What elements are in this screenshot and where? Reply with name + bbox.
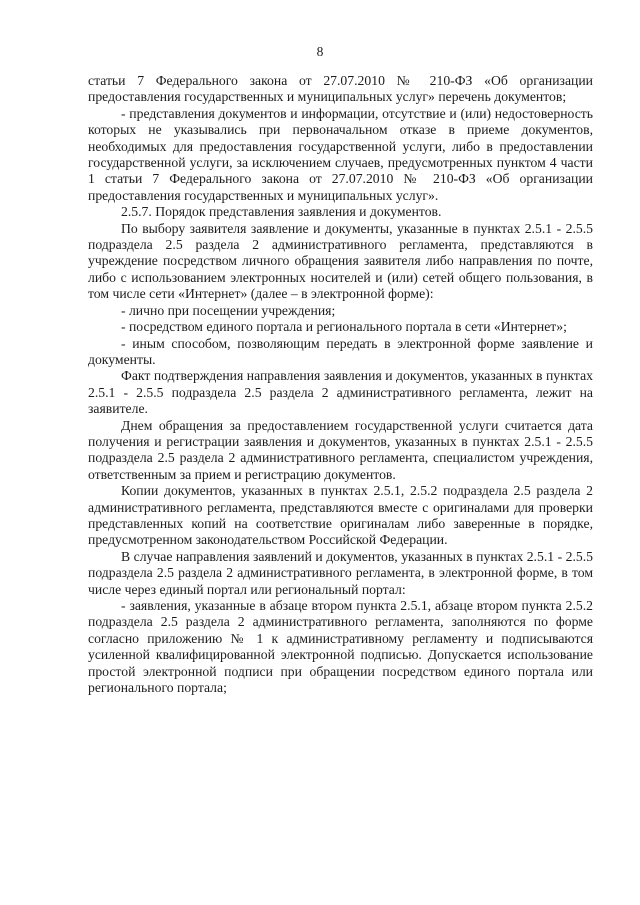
list-item: - иным способом, позволяющим передать в электронной форме заявление и документы. [88, 335, 593, 367]
paragraph: В случае направления заявлений и документов, указанных в пунктах 2.5.1 - 2.5.5 подраздела 2.5 раздела 2 административного регламента, в электронной форме, в том числе через единый портал или региональный портал: [88, 548, 593, 597]
paragraph: По выбору заявителя заявление и документы, указанные в пунктах 2.5.1 - 2.5.5 подраздела 2.5 раздела 2 административного регламента, представляются в учреждение посредством личного обращения заявителя либо направления по почте, либо с использованием электронных носителей и (или) сетей общего пользования, в том числе сети «Интернет» (далее – в электронной форме): [88, 220, 593, 302]
paragraph: статьи 7 Федерального закона от 27.07.2010 № 210-ФЗ «Об организации предоставления государственных и муниципальных услуг» перечень документов; [88, 73, 593, 105]
paragraph: Днем обращения за предоставлением государственной услуги считается дата получения и регистрации заявления и документов, указанных в пунктах 2.5.1 - 2.5.5 подраздела 2.5 раздела 2 административного регламента, специалистом учреждения, ответственным за прием и регистрацию документов. [88, 417, 593, 482]
paragraph: - представления документов и информации, отсутствие и (или) недостоверность которых не указывались при первоначальном отказе в приеме документов, необходимых для предоставления государственной услуги, либо в предоставлении государственной услуги, за исключением случаев, предусмотренных пунктом 4 части 1 статьи 7 Федерального закона от 27.07.2010 № 210-ФЗ «Об организации предоставления государственных и муниципальных услуг». [88, 105, 593, 203]
paragraph: Факт подтверждения направления заявления и документов, указанных в пунктах 2.5.1 - 2.5.5 подраздела 2.5 раздела 2 административного регламента, лежит на заявителе. [88, 368, 593, 417]
paragraph: Копии документов, указанных в пунктах 2.5.1, 2.5.2 подраздела 2.5 раздела 2 административного регламента, представляются вместе с оригиналами для проверки представленных копий на соответствие оригиналам либо заверенные в порядке, предусмотренном законодательством Российской Федерации. [88, 483, 593, 548]
body-text [88, 73, 593, 696]
page-number: 8 [316, 44, 324, 59]
section-heading: 2.5.7. Порядок представления заявления и документов. [121, 204, 442, 220]
list-item: - лично при посещении учреждения; [121, 302, 336, 318]
list-item: - заявления, указанные в абзаце втором пункта 2.5.1, абзаце втором пункта 2.5.2 подраздела 2.5 раздела 2 административного регламента, заполняются по форме согласно приложению № 1 к административному регламенту и подписываются усиленной квалифицированной электронной подписью. Допускается использование простой электронной подписи при обращении посредством единого портала или регионального портала; [88, 598, 593, 696]
list-item: - посредством единого портала и регионального портала в сети «Интернет»; [121, 319, 567, 335]
